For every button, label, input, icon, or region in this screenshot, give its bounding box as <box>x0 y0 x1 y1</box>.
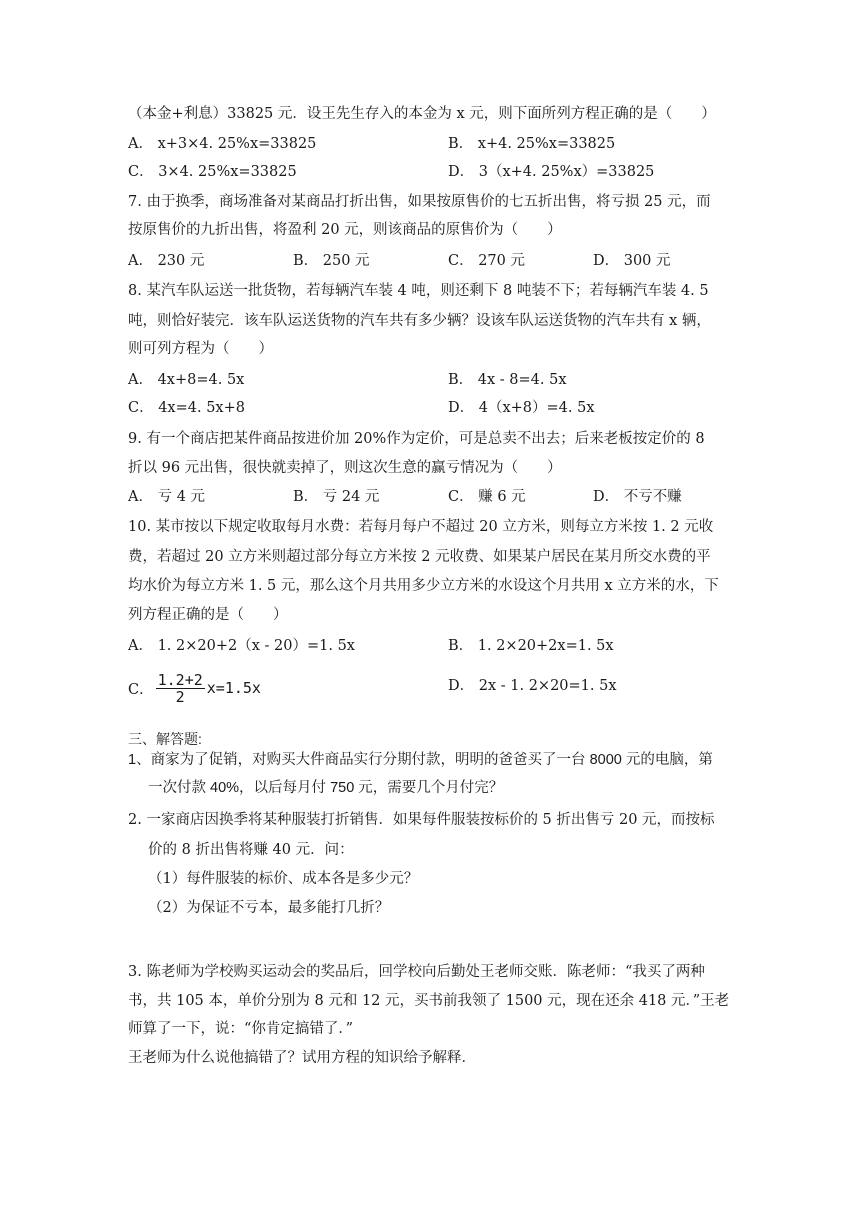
p1-line2: 一次付款 40%，以后每月付 750 元，需要几个月付完？ <box>148 780 504 796</box>
q9-option-b: B． 亏 24 元 <box>293 489 380 505</box>
q10-option-c-fraction <box>156 672 205 705</box>
q10-option-c <box>128 670 261 706</box>
p3-line1: 3. 陈老师为学校购买运动会的奖品后，回学校向后勤处王老师交账．陈老师：“我买了两种 <box>128 964 705 980</box>
q8-stem-line2: 吨，则恰好装完．该车队运送货物的汽车共有多少辆？设该车队运送货物的汽车共有 x 辆， <box>128 313 711 329</box>
q6-option-b: B． x+4. 25%x=33825 <box>448 136 616 152</box>
q9-stem-line2: 折以 96 元出售，很快就卖掉了，则这次生意的赢亏情况为（ ） <box>128 460 562 476</box>
q8-stem-line1: 8. 某汽车队运送一批货物，若每辆汽车装 4 吨，则还剩下 8 吨装不下；若每辆汽车装 4. 5 <box>128 283 709 299</box>
p3-line2: 书，共 105 本，单价分别为 8 元和 12 元，买书前我领了 1500 元，现在还余 418 元．”王老 <box>128 993 730 1009</box>
q8-stem-line3: 则可列方程为（ ） <box>128 341 273 357</box>
q10-stem-line2: 费，若超过 20 立方米则超过部分每立方米按 2 元收费、如果某户居民在某月所交水费的平 <box>128 549 711 565</box>
q10-stem-line3: 均水价为每立方米 1. 5 元，那么这个月共用多少立方米的水设这个月共用 x 立方米的水，下 <box>128 578 719 594</box>
p2-sub1: （1）每件服装的标价、成本各是多少元？ <box>148 871 419 887</box>
q10-option-c-rest: x=1.5x <box>206 679 261 697</box>
q9-option-a: A． 亏 4 元 <box>128 489 206 505</box>
q6-stem-tail: （本金+利息）33825 元．设王先生存入的本金为 x 元，则下面所列方程正确的是（ ） <box>128 106 716 122</box>
fraction-denominator: 2 <box>175 687 185 706</box>
fraction-numerator: 1.2+2 <box>157 670 203 689</box>
q10-option-c-label: C． <box>128 681 154 698</box>
q10-stem-line4: 列方程正确的是（ ） <box>128 607 288 623</box>
q7-option-d: D． 300 元 <box>593 253 671 269</box>
q9-option-c: C． 赚 6 元 <box>448 489 526 505</box>
q7-option-c: C． 270 元 <box>448 253 525 269</box>
q6-option-c: C． 3×4. 25%x=33825 <box>128 164 297 180</box>
q8-option-c: C． 4x=4. 5x+8 <box>128 400 245 416</box>
p3-line4: 王老师为什么说他搞错了？试用方程的知识给予解释． <box>128 1050 476 1066</box>
p1-line1: 1、商家为了促销，对购买大件商品实行分期付款，明明的爸爸买了一台 8000 元的电脑，第 <box>128 752 713 768</box>
q6-option-d: D． 3（x+4. 25%x）=33825 <box>448 164 655 180</box>
q7-stem-line2: 按原售价的九折出售，将盈利 20 元，则该商品的原售价为（ ） <box>128 222 562 238</box>
q10-option-b: B． 1. 2×20+2x=1. 5x <box>448 638 614 654</box>
section-heading: 三、解答题: <box>128 731 202 747</box>
p2-line2: 价的 8 折出售将赚 40 元．问： <box>148 842 354 858</box>
p3-line3: 师算了一下，说：“你肯定搞错了．” <box>128 1021 354 1037</box>
q10-option-d: D． 2x - 1. 2×20=1. 5x <box>448 678 617 694</box>
q8-option-b: B． 4x - 8=4. 5x <box>448 372 567 388</box>
q9-option-d: D． 不亏不赚 <box>593 489 682 505</box>
p2-sub2: （2）为保证不亏本，最多能打几折？ <box>148 900 390 916</box>
q8-option-d: D． 4（x+8）=4. 5x <box>448 400 595 416</box>
q10-option-a: A． 1. 2×20+2（x - 20）=1. 5x <box>128 638 355 654</box>
q10-stem-line1: 10. 某市按以下规定收取每月水费：若每月每户不超过 20 立方米，则每立方米按 1. 2 元收 <box>128 519 714 535</box>
q7-stem-line1: 7. 由于换季，商场准备对某商品打折出售，如果按原售价的七五折出售，将亏损 25 元，而 <box>128 194 711 210</box>
q6-option-a: A． x+3×4. 25%x=33825 <box>128 136 317 152</box>
q7-option-b: B． 250 元 <box>293 253 370 269</box>
q8-option-a: A． 4x+8=4. 5x <box>128 372 245 388</box>
p2-line1: 2. 一家商店因换季将某种服装打折销售．如果每件服装按标价的 5 折出售亏 20 元，而按标 <box>128 812 715 828</box>
q7-option-a: A． 230 元 <box>128 253 205 269</box>
q9-stem-line1: 9. 有一个商店把某件商品按进价加 20%作为定价，可是总卖不出去；后来老板按定价的 8 <box>128 431 705 447</box>
